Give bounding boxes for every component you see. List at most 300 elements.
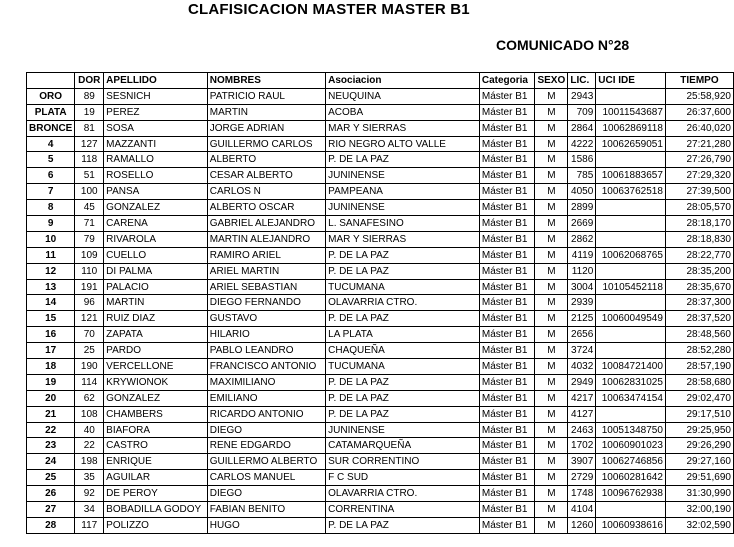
- tiempo-cell: 27:21,280: [665, 136, 733, 152]
- dorsal-cell: 109: [75, 247, 104, 263]
- tiempo-cell: 28:37,520: [665, 311, 733, 327]
- categoria-cell: Máster B1: [479, 406, 535, 422]
- table-row: [27, 327, 734, 343]
- uci-id-cell: [596, 231, 666, 247]
- sexo-cell: M: [535, 470, 568, 486]
- apellido-cell: MAZZANTI: [104, 136, 208, 152]
- nombres-cell: GUSTAVO: [207, 311, 325, 327]
- apellido-cell: CASTRO: [104, 438, 208, 454]
- licencia-cell: 3724: [568, 343, 596, 359]
- sexo-cell: M: [535, 231, 568, 247]
- licencia-cell: 1586: [568, 152, 596, 168]
- tiempo-cell: 28:18,170: [665, 216, 733, 232]
- licencia-cell: 2463: [568, 422, 596, 438]
- categoria-cell: Máster B1: [479, 120, 535, 136]
- nombres-cell: JORGE ADRIAN: [207, 120, 325, 136]
- results-table: [26, 72, 734, 534]
- nombres-cell: ARIEL MARTIN: [207, 263, 325, 279]
- apellido-cell: KRYWIONOK: [104, 374, 208, 390]
- position-cell: 16: [27, 327, 75, 343]
- table-row: [27, 247, 734, 263]
- table-row: [27, 438, 734, 454]
- dorsal-cell: 51: [75, 168, 104, 184]
- licencia-cell: 2669: [568, 216, 596, 232]
- apellido-cell: PARDO: [104, 343, 208, 359]
- position-cell: 9: [27, 216, 75, 232]
- categoria-cell: Máster B1: [479, 295, 535, 311]
- licencia-cell: 4217: [568, 390, 596, 406]
- categoria-cell: Máster B1: [479, 200, 535, 216]
- uci-id-cell: 10061883657: [596, 168, 666, 184]
- uci-id-cell: [596, 406, 666, 422]
- asociacion-cell: PAMPEANA: [326, 184, 480, 200]
- apellido-cell: ENRIQUE: [104, 454, 208, 470]
- dorsal-cell: 110: [75, 263, 104, 279]
- sexo-cell: M: [535, 200, 568, 216]
- asociacion-cell: P. DE LA PAZ: [326, 311, 480, 327]
- categoria-cell: Máster B1: [479, 454, 535, 470]
- apellido-cell: CARENA: [104, 216, 208, 232]
- header-uci-ide: UCI IDE: [596, 73, 666, 89]
- sexo-cell: M: [535, 136, 568, 152]
- table-row: [27, 422, 734, 438]
- categoria-cell: Máster B1: [479, 263, 535, 279]
- categoria-cell: Máster B1: [479, 104, 535, 120]
- tiempo-cell: 28:22,770: [665, 247, 733, 263]
- apellido-cell: RAMALLO: [104, 152, 208, 168]
- categoria-cell: Máster B1: [479, 374, 535, 390]
- position-cell: 6: [27, 168, 75, 184]
- table-row: [27, 216, 734, 232]
- position-cell: 22: [27, 422, 75, 438]
- licencia-cell: 4032: [568, 359, 596, 375]
- asociacion-cell: CHAQUEÑA: [326, 343, 480, 359]
- tiempo-cell: 26:40,020: [665, 120, 733, 136]
- categoria-cell: Máster B1: [479, 216, 535, 232]
- dorsal-cell: 108: [75, 406, 104, 422]
- table-row: [27, 390, 734, 406]
- asociacion-cell: TUCUMANA: [326, 359, 480, 375]
- dorsal-cell: 198: [75, 454, 104, 470]
- asociacion-cell: JUNINENSE: [326, 422, 480, 438]
- asociacion-cell: MAR Y SIERRAS: [326, 231, 480, 247]
- nombres-cell: PATRICIO RAUL: [207, 88, 325, 104]
- asociacion-cell: LA PLATA: [326, 327, 480, 343]
- header-tiempo: TIEMPO: [665, 73, 733, 89]
- uci-id-cell: [596, 200, 666, 216]
- sexo-cell: M: [535, 327, 568, 343]
- uci-id-cell: 10062746856: [596, 454, 666, 470]
- nombres-cell: DIEGO FERNANDO: [207, 295, 325, 311]
- licencia-cell: 785: [568, 168, 596, 184]
- uci-id-cell: 10060281642: [596, 470, 666, 486]
- sexo-cell: M: [535, 359, 568, 375]
- header-nombres: NOMBRES: [207, 73, 325, 89]
- dorsal-cell: 79: [75, 231, 104, 247]
- table-row: [27, 406, 734, 422]
- tiempo-cell: 28:35,200: [665, 263, 733, 279]
- position-cell: 5: [27, 152, 75, 168]
- table-row: [27, 168, 734, 184]
- table-row: [27, 374, 734, 390]
- dorsal-cell: 100: [75, 184, 104, 200]
- categoria-cell: Máster B1: [479, 231, 535, 247]
- asociacion-cell: ACOBA: [326, 104, 480, 120]
- sexo-cell: M: [535, 184, 568, 200]
- licencia-cell: 709: [568, 104, 596, 120]
- position-cell: 27: [27, 502, 75, 518]
- position-cell: 4: [27, 136, 75, 152]
- position-cell: 28: [27, 517, 75, 533]
- tiempo-cell: 26:37,600: [665, 104, 733, 120]
- table-row: [27, 104, 734, 120]
- uci-id-cell: [596, 295, 666, 311]
- sexo-cell: M: [535, 454, 568, 470]
- licencia-cell: 4119: [568, 247, 596, 263]
- apellido-cell: ROSELLO: [104, 168, 208, 184]
- asociacion-cell: P. DE LA PAZ: [326, 406, 480, 422]
- dorsal-cell: 96: [75, 295, 104, 311]
- nombres-cell: HILARIO: [207, 327, 325, 343]
- asociacion-cell: F C SUD: [326, 470, 480, 486]
- asociacion-cell: NEUQUINA: [326, 88, 480, 104]
- dorsal-cell: 70: [75, 327, 104, 343]
- tiempo-cell: 32:00,190: [665, 502, 733, 518]
- tiempo-cell: 27:26,790: [665, 152, 733, 168]
- licencia-cell: 2656: [568, 327, 596, 343]
- categoria-cell: Máster B1: [479, 88, 535, 104]
- tiempo-cell: 28:05,570: [665, 200, 733, 216]
- dorsal-cell: 81: [75, 120, 104, 136]
- apellido-cell: CHAMBERS: [104, 406, 208, 422]
- licencia-cell: 2729: [568, 470, 596, 486]
- apellido-cell: BIAFORA: [104, 422, 208, 438]
- asociacion-cell: P. DE LA PAZ: [326, 374, 480, 390]
- nombres-cell: RICARDO ANTONIO: [207, 406, 325, 422]
- tiempo-cell: 28:57,190: [665, 359, 733, 375]
- tiempo-cell: 29:02,470: [665, 390, 733, 406]
- sexo-cell: M: [535, 390, 568, 406]
- asociacion-cell: L. SANAFESINO: [326, 216, 480, 232]
- table-row: [27, 263, 734, 279]
- nombres-cell: ALBERTO: [207, 152, 325, 168]
- nombres-cell: GUILLERMO ALBERTO: [207, 454, 325, 470]
- table-row: [27, 279, 734, 295]
- uci-id-cell: [596, 263, 666, 279]
- categoria-cell: Máster B1: [479, 359, 535, 375]
- dorsal-cell: 45: [75, 200, 104, 216]
- sexo-cell: M: [535, 406, 568, 422]
- header-sexo: SEXO: [535, 73, 568, 89]
- dorsal-cell: 25: [75, 343, 104, 359]
- sexo-cell: M: [535, 374, 568, 390]
- nombres-cell: RAMIRO ARIEL: [207, 247, 325, 263]
- position-cell: 18: [27, 359, 75, 375]
- sexo-cell: M: [535, 422, 568, 438]
- header-categoria: Categoria: [479, 73, 535, 89]
- position-cell: BRONCE: [27, 120, 75, 136]
- apellido-cell: DI PALMA: [104, 263, 208, 279]
- apellido-cell: RUIZ DIAZ: [104, 311, 208, 327]
- header-asociacion: Asociacion: [326, 73, 480, 89]
- licencia-cell: 2949: [568, 374, 596, 390]
- sexo-cell: M: [535, 104, 568, 120]
- nombres-cell: MARTIN ALEJANDRO: [207, 231, 325, 247]
- uci-id-cell: 10062831025: [596, 374, 666, 390]
- table-row: [27, 311, 734, 327]
- apellido-cell: GONZALEZ: [104, 390, 208, 406]
- uci-id-cell: [596, 343, 666, 359]
- tiempo-cell: 28:18,830: [665, 231, 733, 247]
- dorsal-cell: 121: [75, 311, 104, 327]
- dorsal-cell: 92: [75, 486, 104, 502]
- table-row: [27, 184, 734, 200]
- uci-id-cell: 10060938616: [596, 517, 666, 533]
- apellido-cell: RIVAROLA: [104, 231, 208, 247]
- licencia-cell: 3907: [568, 454, 596, 470]
- nombres-cell: RENE EDGARDO: [207, 438, 325, 454]
- header-apellido: APELLIDO: [104, 73, 208, 89]
- nombres-cell: FRANCISCO ANTONIO: [207, 359, 325, 375]
- position-cell: 24: [27, 454, 75, 470]
- categoria-cell: Máster B1: [479, 184, 535, 200]
- nombres-cell: DIEGO: [207, 422, 325, 438]
- nombres-cell: CARLOS MANUEL: [207, 470, 325, 486]
- header-position: [27, 73, 75, 89]
- position-cell: 15: [27, 311, 75, 327]
- tiempo-cell: 28:52,280: [665, 343, 733, 359]
- asociacion-cell: CATAMARQUEÑA: [326, 438, 480, 454]
- uci-id-cell: 10062659051: [596, 136, 666, 152]
- sexo-cell: M: [535, 343, 568, 359]
- dorsal-cell: 191: [75, 279, 104, 295]
- sexo-cell: M: [535, 517, 568, 533]
- header-row: [27, 73, 734, 89]
- licencia-cell: 1260: [568, 517, 596, 533]
- asociacion-cell: P. DE LA PAZ: [326, 152, 480, 168]
- nombres-cell: GUILLERMO CARLOS: [207, 136, 325, 152]
- nombres-cell: DIEGO: [207, 486, 325, 502]
- apellido-cell: PALACIO: [104, 279, 208, 295]
- dorsal-cell: 114: [75, 374, 104, 390]
- categoria-cell: Máster B1: [479, 327, 535, 343]
- table-row: [27, 517, 734, 533]
- uci-id-cell: 10084721400: [596, 359, 666, 375]
- tiempo-cell: 28:37,300: [665, 295, 733, 311]
- position-cell: 13: [27, 279, 75, 295]
- uci-id-cell: 10051348750: [596, 422, 666, 438]
- licencia-cell: 1702: [568, 438, 596, 454]
- categoria-cell: Máster B1: [479, 136, 535, 152]
- categoria-cell: Máster B1: [479, 470, 535, 486]
- apellido-cell: SESNICH: [104, 88, 208, 104]
- dorsal-cell: 40: [75, 422, 104, 438]
- table-row: [27, 470, 734, 486]
- position-cell: 7: [27, 184, 75, 200]
- position-cell: 20: [27, 390, 75, 406]
- position-cell: 26: [27, 486, 75, 502]
- uci-id-cell: 10063762518: [596, 184, 666, 200]
- dorsal-cell: 34: [75, 502, 104, 518]
- tiempo-cell: 32:02,590: [665, 517, 733, 533]
- asociacion-cell: P. DE LA PAZ: [326, 263, 480, 279]
- tiempo-cell: 29:17,510: [665, 406, 733, 422]
- dorsal-cell: 89: [75, 88, 104, 104]
- licencia-cell: 2864: [568, 120, 596, 136]
- asociacion-cell: MAR Y SIERRAS: [326, 120, 480, 136]
- categoria-cell: Máster B1: [479, 517, 535, 533]
- tiempo-cell: 25:58,920: [665, 88, 733, 104]
- nombres-cell: MARTIN: [207, 104, 325, 120]
- apellido-cell: ZAPATA: [104, 327, 208, 343]
- tiempo-cell: 29:25,950: [665, 422, 733, 438]
- sexo-cell: M: [535, 486, 568, 502]
- uci-id-cell: 10060901023: [596, 438, 666, 454]
- sexo-cell: M: [535, 168, 568, 184]
- dorsal-cell: 35: [75, 470, 104, 486]
- sexo-cell: M: [535, 263, 568, 279]
- position-cell: 10: [27, 231, 75, 247]
- uci-id-cell: 10060049549: [596, 311, 666, 327]
- apellido-cell: SOSA: [104, 120, 208, 136]
- categoria-cell: Máster B1: [479, 168, 535, 184]
- apellido-cell: DE PEROY: [104, 486, 208, 502]
- sexo-cell: M: [535, 152, 568, 168]
- apellido-cell: GONZALEZ: [104, 200, 208, 216]
- position-cell: 14: [27, 295, 75, 311]
- tiempo-cell: 28:35,670: [665, 279, 733, 295]
- uci-id-cell: [596, 152, 666, 168]
- asociacion-cell: OLAVARRIA CTRO.: [326, 295, 480, 311]
- categoria-cell: Máster B1: [479, 343, 535, 359]
- apellido-cell: PEREZ: [104, 104, 208, 120]
- table-row: [27, 136, 734, 152]
- dorsal-cell: 127: [75, 136, 104, 152]
- uci-id-cell: 10063474154: [596, 390, 666, 406]
- asociacion-cell: OLAVARRIA CTRO.: [326, 486, 480, 502]
- sexo-cell: M: [535, 216, 568, 232]
- apellido-cell: MARTIN: [104, 295, 208, 311]
- asociacion-cell: RIO NEGRO ALTO VALLE: [326, 136, 480, 152]
- nombres-cell: FABIAN BENITO: [207, 502, 325, 518]
- licencia-cell: 2125: [568, 311, 596, 327]
- table-row: [27, 88, 734, 104]
- sexo-cell: M: [535, 88, 568, 104]
- dorsal-cell: 62: [75, 390, 104, 406]
- table-row: [27, 486, 734, 502]
- uci-id-cell: [596, 502, 666, 518]
- table-row: [27, 231, 734, 247]
- uci-id-cell: 10011543687: [596, 104, 666, 120]
- tiempo-cell: 28:58,680: [665, 374, 733, 390]
- apellido-cell: AGUILAR: [104, 470, 208, 486]
- licencia-cell: 1748: [568, 486, 596, 502]
- asociacion-cell: TUCUMANA: [326, 279, 480, 295]
- categoria-cell: Máster B1: [479, 422, 535, 438]
- nombres-cell: MAXIMILIANO: [207, 374, 325, 390]
- apellido-cell: PANSA: [104, 184, 208, 200]
- nombres-cell: GABRIEL ALEJANDRO: [207, 216, 325, 232]
- dorsal-cell: 190: [75, 359, 104, 375]
- categoria-cell: Máster B1: [479, 390, 535, 406]
- licencia-cell: 4222: [568, 136, 596, 152]
- position-cell: 11: [27, 247, 75, 263]
- licencia-cell: 3004: [568, 279, 596, 295]
- dorsal-cell: 71: [75, 216, 104, 232]
- uci-id-cell: [596, 327, 666, 343]
- dorsal-cell: 117: [75, 517, 104, 533]
- tiempo-cell: 27:39,500: [665, 184, 733, 200]
- licencia-cell: 1120: [568, 263, 596, 279]
- nombres-cell: EMILIANO: [207, 390, 325, 406]
- licencia-cell: 2899: [568, 200, 596, 216]
- categoria-cell: Máster B1: [479, 311, 535, 327]
- table-row: [27, 200, 734, 216]
- licencia-cell: 4127: [568, 406, 596, 422]
- sexo-cell: M: [535, 502, 568, 518]
- header-dorsal: DOR: [75, 73, 104, 89]
- categoria-cell: Máster B1: [479, 502, 535, 518]
- sexo-cell: M: [535, 279, 568, 295]
- sexo-cell: M: [535, 120, 568, 136]
- asociacion-cell: P. DE LA PAZ: [326, 517, 480, 533]
- asociacion-cell: P. DE LA PAZ: [326, 390, 480, 406]
- tiempo-cell: 29:27,160: [665, 454, 733, 470]
- table-row: [27, 343, 734, 359]
- nombres-cell: CARLOS N: [207, 184, 325, 200]
- apellido-cell: POLIZZO: [104, 517, 208, 533]
- sexo-cell: M: [535, 438, 568, 454]
- tiempo-cell: 28:48,560: [665, 327, 733, 343]
- apellido-cell: BOBADILLA GODOY: [104, 502, 208, 518]
- categoria-cell: Máster B1: [479, 438, 535, 454]
- communique-number: COMUNICADO N°28: [496, 37, 630, 53]
- dorsal-cell: 19: [75, 104, 104, 120]
- tiempo-cell: 29:26,290: [665, 438, 733, 454]
- position-cell: 19: [27, 374, 75, 390]
- table-row: [27, 120, 734, 136]
- asociacion-cell: SUR CORRENTINO: [326, 454, 480, 470]
- dorsal-cell: 118: [75, 152, 104, 168]
- document-title: CLAFISICACION MASTER MASTER B1: [188, 1, 470, 18]
- asociacion-cell: JUNINENSE: [326, 168, 480, 184]
- licencia-cell: 2862: [568, 231, 596, 247]
- sexo-cell: M: [535, 247, 568, 263]
- position-cell: 21: [27, 406, 75, 422]
- header-licencia: LIC.: [568, 73, 596, 89]
- apellido-cell: CUELLO: [104, 247, 208, 263]
- uci-id-cell: 10062068765: [596, 247, 666, 263]
- uci-id-cell: 10096762938: [596, 486, 666, 502]
- tiempo-cell: 27:29,320: [665, 168, 733, 184]
- licencia-cell: 4104: [568, 502, 596, 518]
- licencia-cell: 2943: [568, 88, 596, 104]
- table-row: [27, 295, 734, 311]
- asociacion-cell: JUNINENSE: [326, 200, 480, 216]
- table-row: [27, 359, 734, 375]
- asociacion-cell: CORRENTINA: [326, 502, 480, 518]
- nombres-cell: PABLO LEANDRO: [207, 343, 325, 359]
- uci-id-cell: [596, 88, 666, 104]
- asociacion-cell: P. DE LA PAZ: [326, 247, 480, 263]
- table-row: [27, 454, 734, 470]
- sexo-cell: M: [535, 311, 568, 327]
- tiempo-cell: 29:51,690: [665, 470, 733, 486]
- uci-id-cell: 10062869118: [596, 120, 666, 136]
- table-row: [27, 502, 734, 518]
- nombres-cell: ARIEL SEBASTIAN: [207, 279, 325, 295]
- categoria-cell: Máster B1: [479, 247, 535, 263]
